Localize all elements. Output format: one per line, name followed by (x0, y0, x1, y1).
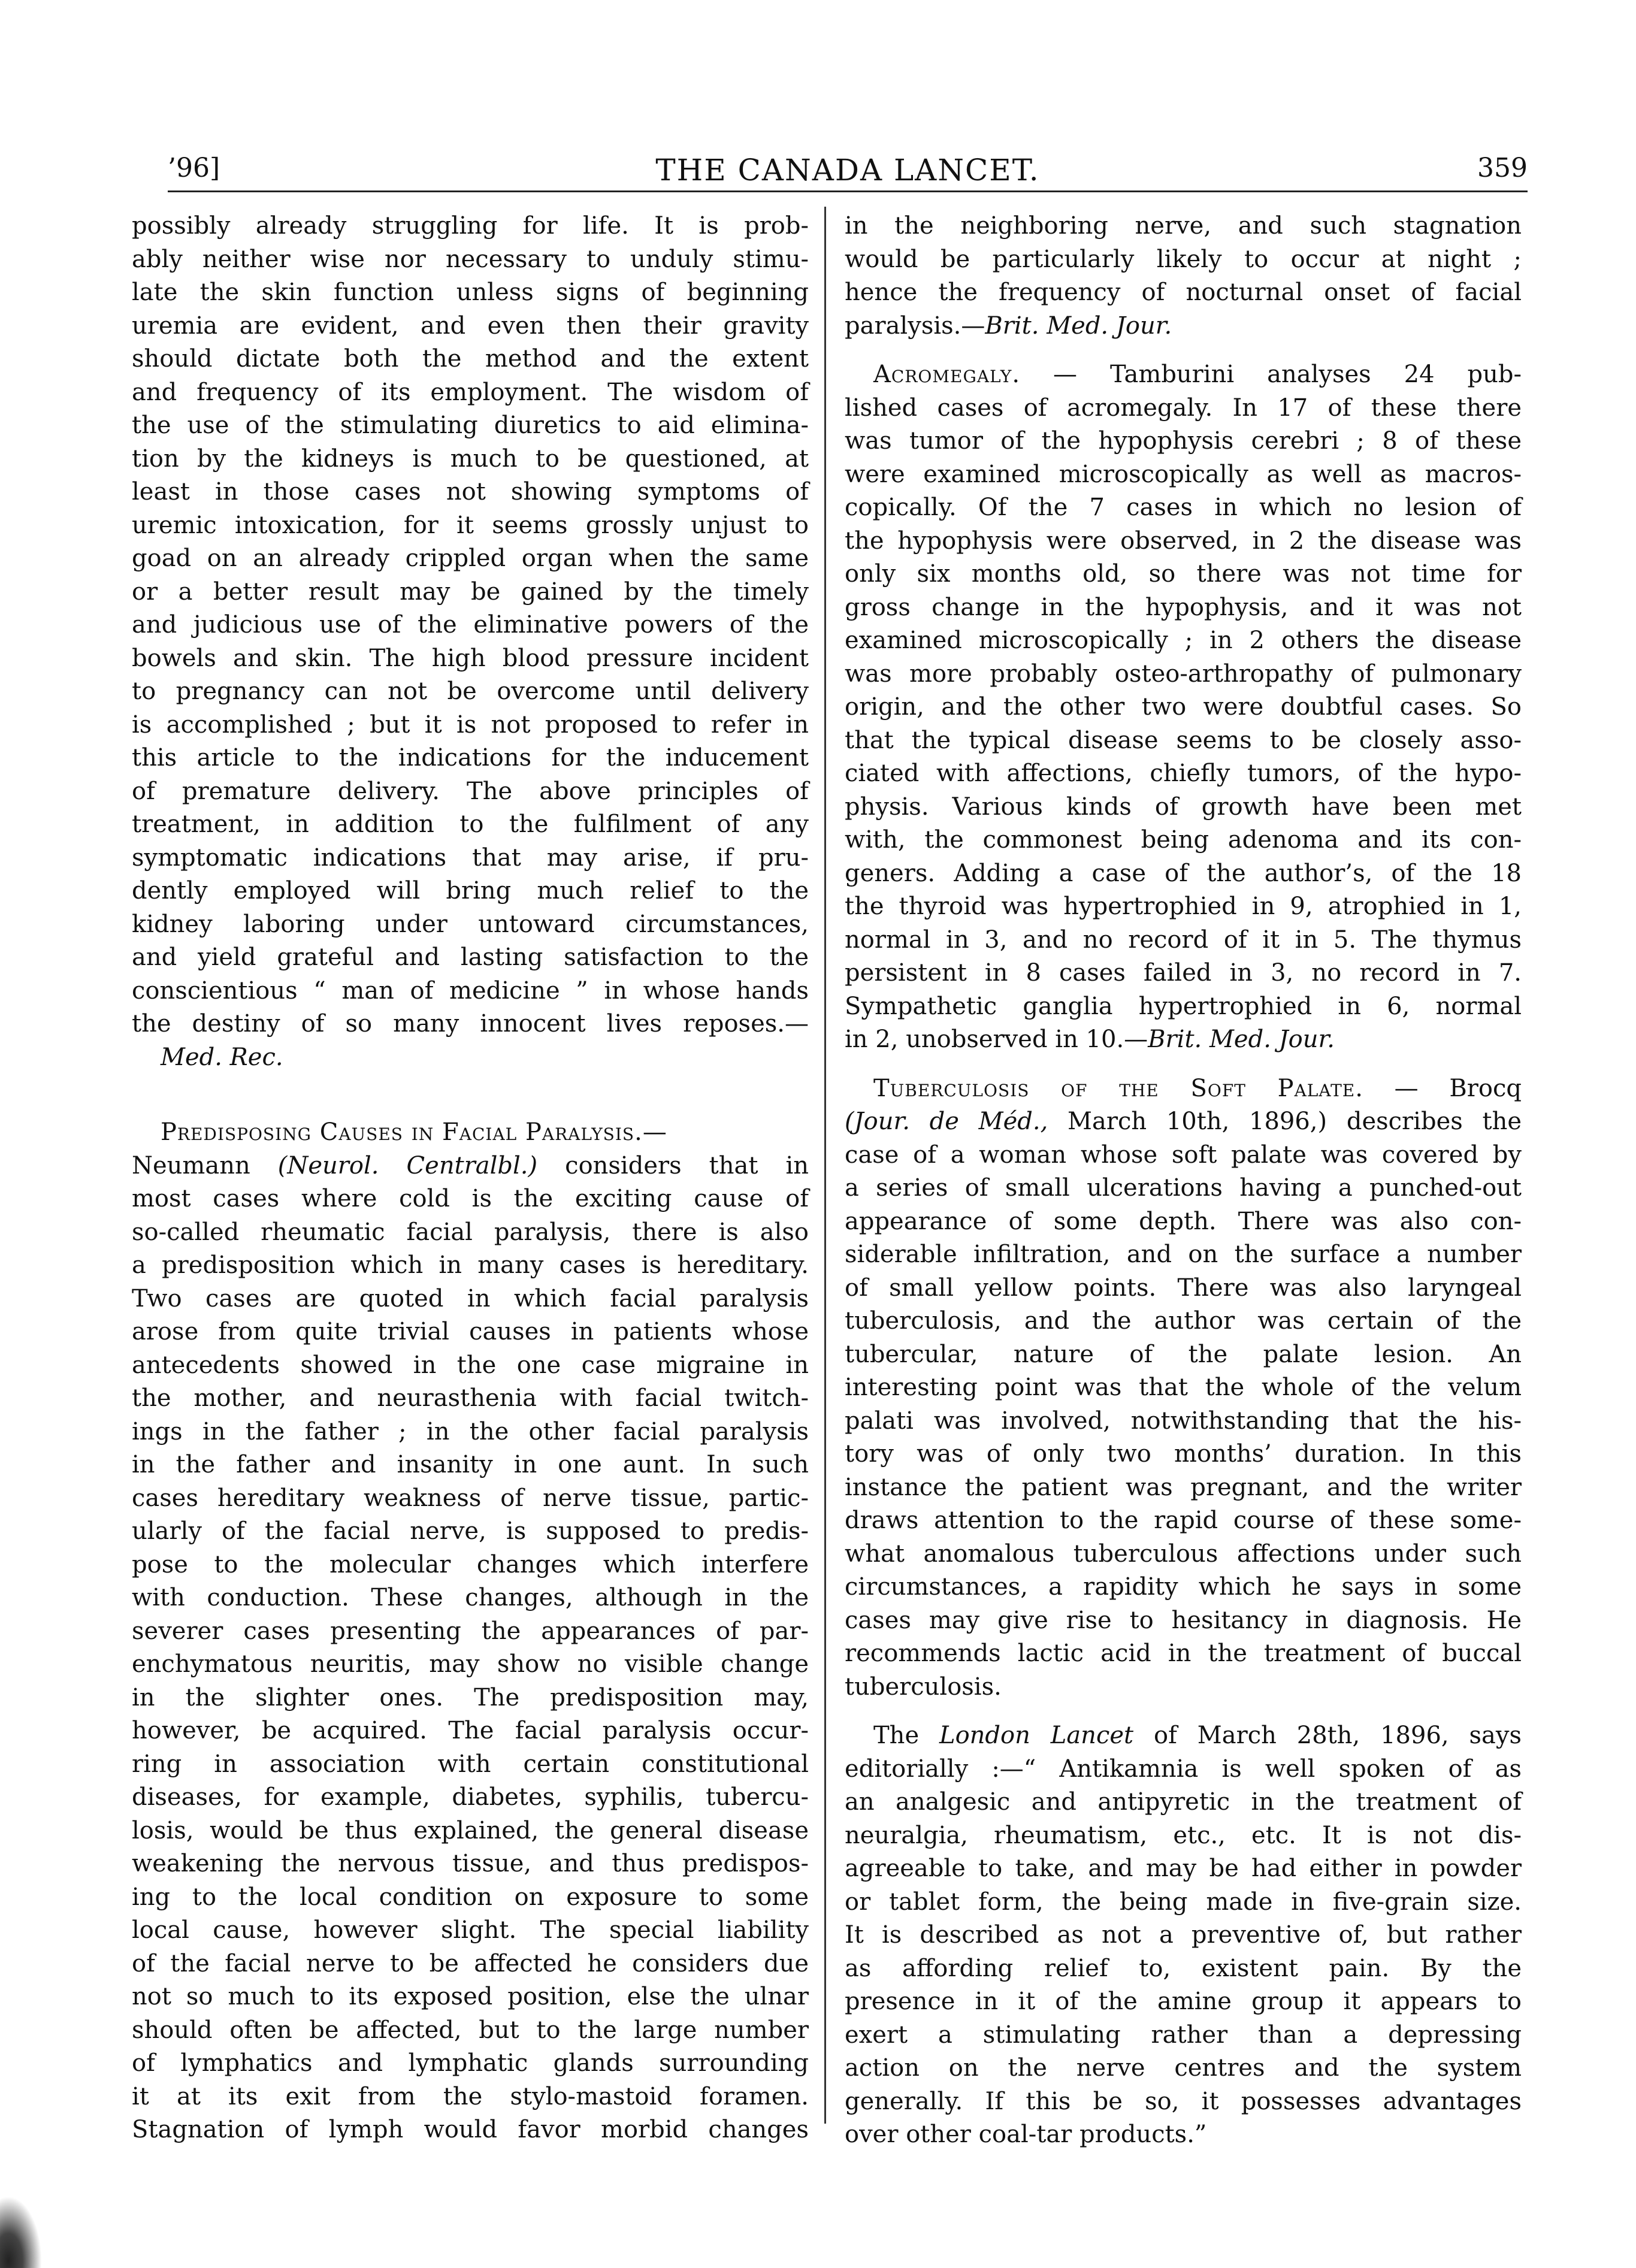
paragraph-line: so-called rheumatic facial paralysis, there is also (132, 1218, 809, 1246)
page-number: 359 (1477, 153, 1528, 183)
paragraph-line: kidney laboring under untoward circumstances, (132, 910, 809, 938)
paragraph-line: losis, would be thus explained, the general disease (132, 1816, 809, 1844)
paragraph-line: The London Lancet of March 28th, 1896, says (873, 1722, 1522, 1749)
paragraph-line: ciated with affections, chiefly tumors, of the hypo- (845, 760, 1522, 787)
paragraph-line: it at its exit from the stylo-mastoid foramen. (132, 2082, 809, 2110)
paragraph-line: or tablet form, the being made in five-grain size. (845, 1888, 1522, 1916)
paragraph-acromegaly (845, 392, 1522, 1024)
paragraph-line: uremia are evident, and even then their gravity (132, 312, 809, 340)
paragraph-line: or a better result may be gained by the timely (132, 577, 809, 606)
paragraph-line: diseases, for example, diabetes, syphilis, tubercu- (132, 1783, 809, 1811)
paragraph-line: a predisposition which in many cases is hereditary. (132, 1251, 809, 1279)
paragraph-line: gross change in the hypophysis, and it was not (845, 593, 1522, 621)
paragraph-line: was tumor of the hypophysis cerebri ; 8 of these (845, 427, 1522, 455)
source-citation: Med. Rec. (161, 1043, 283, 1071)
paragraph-line: of premature delivery. The above principles of (132, 777, 809, 805)
paragraph-line: an analgesic and antipyretic in the treatment of (845, 1788, 1522, 1816)
paragraph-line: generally. If this be so, it possesses advantages (845, 2087, 1522, 2115)
paragraph-line: this article to the indications for the inducement (132, 744, 809, 772)
paragraph-line: that the typical disease seems to be closely asso- (845, 726, 1522, 754)
paragraph-line: ing to the local condition on exposure to some (132, 1883, 809, 1911)
paragraph-line: examined microscopically ; in 2 others the disease (845, 627, 1522, 654)
paragraph-line: tuberculosis, and the author was certain of the (845, 1307, 1522, 1335)
paragraph-line: and yield grateful and lasting satisfaction to the (132, 944, 809, 971)
paragraph-line: palati was involved, notwithstanding that the his- (845, 1407, 1522, 1435)
paragraph-line: siderable infiltration, and on the surface a number (845, 1241, 1522, 1268)
paragraph-line: possibly already struggling for life. It is prob- (132, 212, 809, 240)
paragraph-line: hence the frequency of nocturnal onset of facial (845, 279, 1522, 306)
paragraph-facial-paralysis (132, 1183, 809, 2147)
paragraph-line: dently employed will bring much relief to the (132, 877, 809, 905)
paragraph-line: arose from quite trivial causes in patients whose (132, 1318, 809, 1345)
paragraph-facial-paralysis-cont (845, 210, 1522, 310)
paragraph-line: ularly of the facial nerve, is supposed to predis- (132, 1517, 809, 1545)
paragraph-line: severer cases presenting the appearances of par- (132, 1617, 809, 1645)
paragraph-line: a series of small ulcerations having a punched-out (845, 1174, 1522, 1202)
article-heading-tuberculosis: Tuberculosis of the Soft Palate. — Brocq (873, 1074, 1522, 1102)
scan-smudge (0, 2196, 42, 2268)
paragraph-line: in the neighboring nerve, and such stagnation (845, 212, 1522, 240)
paragraph-line: presence in it of the amine group it appears to (845, 1988, 1522, 2015)
page-header (168, 153, 1528, 189)
paragraph-line: instance the patient was pregnant, and the writer (845, 1473, 1522, 1501)
paragraph-line: not so much to its exposed position, else the ulnar (132, 1983, 809, 2010)
paragraph-line: Sympathetic ganglia hypertrophied in 6, normal (845, 992, 1522, 1020)
paragraph-line: circumstances, a rapidity which he says in some (845, 1573, 1522, 1601)
paragraph-line: only six months old, so there was not time for (845, 560, 1522, 588)
paragraph-line: exert a stimulating rather than a depressing (845, 2021, 1522, 2049)
paragraph-line: Stagnation of lymph would favor morbid changes (132, 2116, 809, 2143)
header-rule (168, 190, 1528, 192)
paragraph-line: physis. Various kinds of growth have been met (845, 793, 1522, 821)
journal-title: THE CANADA LANCET. (655, 153, 1040, 188)
article-heading-acromegaly: Acromegaly. — Tamburini analyses 24 pub- (873, 361, 1522, 388)
paragraph-line: with conduction. These changes, although in the (132, 1584, 809, 1611)
paragraph-line: however, be acquired. The facial paralysis occur- (132, 1717, 809, 1744)
paragraph-line: the hypophysis were observed, in 2 the disease was (845, 527, 1522, 555)
paragraph-line: draws attention to the rapid course of these some- (845, 1507, 1522, 1534)
paragraph-line: paralysis.—Brit. Med. Jour. (845, 312, 1172, 340)
paragraph-line: Two cases are quoted in which facial paralysis (132, 1284, 809, 1313)
paragraph-line: pose to the molecular changes which interfere (132, 1550, 809, 1578)
paragraph-line: should often be affected, but to the large number (132, 2016, 809, 2044)
paragraph-tuberculosis (845, 1139, 1522, 1704)
paragraph-line: and judicious use of the eliminative powers of the (132, 611, 809, 639)
paragraph-line: of small yellow points. There was also laryngeal (845, 1274, 1522, 1302)
paragraph-line: of lymphatics and lymphatic glands surrounding (132, 2049, 809, 2077)
paragraph-antikamnia (845, 1753, 1522, 2152)
paragraph-line: enchymatous neuritis, may show no visible change (132, 1650, 809, 1678)
column-divider (824, 207, 826, 2124)
header-year: ’96] (168, 153, 220, 183)
paragraph-line: interesting point was that the whole of the velum (845, 1374, 1522, 1401)
paragraph-line: geners. Adding a case of the author’s, of the 18 (845, 859, 1522, 887)
paragraph-line: agreeable to take, and may be had either in powder (845, 1855, 1522, 1882)
paragraph-line: of the facial nerve to be affected he considers due (132, 1949, 809, 1977)
paragraph-line: editorially :—“ Antikamnia is well spoken of as (845, 1755, 1522, 1783)
paragraph-line: the mother, and neurasthenia with facial twitch- (132, 1384, 809, 1412)
paragraph-line: action on the nerve centres and the system (845, 2054, 1522, 2082)
paragraph-line: recommends lactic acid in the treatment of buccal (845, 1640, 1522, 1667)
paragraph-line: ring in association with certain constitutional (132, 1750, 809, 1778)
paragraph-line: conscientious “ man of medicine ” in whose hands (132, 976, 809, 1005)
paragraph-line: persistent in 8 cases failed in 3, no record in 7. (845, 959, 1522, 987)
paragraph-line: is accomplished ; but it is not proposed to refer in (132, 710, 809, 739)
paragraph-line: neuralgia, rheumatism, etc., etc. It is not dis- (845, 1821, 1522, 1849)
paragraph-line: antecedents showed in the one case migraine in (132, 1351, 809, 1379)
paragraph-line: in the slighter ones. The predisposition may, (132, 1683, 809, 1711)
paragraph-line: should dictate both the method and the extent (132, 345, 809, 373)
paragraph-line: were examined microscopically as well as macros- (845, 460, 1522, 488)
paragraph-line: the thyroid was hypertrophied in 9, atrophied in 1, (845, 893, 1522, 920)
paragraph-line: late the skin function unless signs of beginning (132, 279, 809, 306)
paragraph-line: over other coal-tar products.” (845, 2121, 1207, 2148)
paragraph-line: tory was of only two months’ duration. In this (845, 1440, 1522, 1468)
right-column (845, 210, 1522, 2152)
paragraph-line: ings in the father ; in the other facial paralysis (132, 1417, 809, 1446)
paragraph-line: copically. Of the 7 cases in which no lesion of (845, 494, 1522, 521)
paragraph-line: symptomatic indications that may arise, if pru- (132, 843, 809, 872)
paragraph-line: cases may give rise to hesitancy in diagnosis. He (845, 1606, 1522, 1634)
paragraph-line: in 2, unobserved in 10.—Brit. Med. Jour. (845, 1026, 1335, 1053)
paragraph-line: tubercular, nature of the palate lesion. An (845, 1340, 1522, 1368)
paragraph-line: the use of the stimulating diuretics to aid elimina- (132, 412, 809, 439)
paragraph-line: local cause, however slight. The special liability (132, 1916, 809, 1944)
paragraph-line: case of a woman whose soft palate was covered by (845, 1141, 1522, 1169)
paragraph-line: cases hereditary weakness of nerve tissue, partic- (132, 1484, 809, 1512)
paragraph-line: as affording relief to, existent pain. By the (845, 1954, 1522, 1982)
paragraph-line: bowels and skin. The high blood pressure incident (132, 644, 809, 672)
paragraph-line: what anomalous tuberculous affections under such (845, 1540, 1522, 1568)
paragraph-line: Neumann (Neurol. Centralbl.) considers that in (132, 1151, 809, 1180)
paragraph-line: appearance of some depth. There was also con- (845, 1207, 1522, 1235)
paragraph-line: It is described as not a preventive of, but rather (845, 1921, 1522, 1949)
paragraph-line: and frequency of its employment. The wisdom of (132, 378, 809, 406)
paragraph-line: most cases where cold is the exciting cause of (132, 1185, 809, 1212)
left-column (132, 210, 809, 2147)
paragraph-line: with, the commonest being adenoma and its con- (845, 826, 1522, 854)
paragraph-line: lished cases of acromegaly. In 17 of these there (845, 394, 1522, 422)
paragraph-line: treatment, in addition to the fulfilment of any (132, 811, 809, 838)
paragraph-line: in the father and insanity in one aunt. In such (132, 1451, 809, 1478)
paragraph-line: ably neither wise nor necessary to unduly stimu- (132, 245, 809, 273)
paragraph-line: (Jour. de Méd., March 10th, 1896,) describes the (845, 1108, 1522, 1135)
paragraph-line: was more probably osteo-arthropathy of pulmonary (845, 660, 1522, 688)
paragraph-line: weakening the nervous tissue, and thus predispos- (132, 1850, 809, 1877)
paragraph-eclampsia-conclusion (132, 210, 809, 1041)
paragraph-line: origin, and the other two were doubtful cases. So (845, 693, 1522, 721)
paragraph-line: normal in 3, and no record of it in 5. The thymus (845, 926, 1522, 954)
paragraph-line: least in those cases not showing symptoms of (132, 478, 809, 506)
paragraph-line: goad on an already crippled organ when the same (132, 545, 809, 572)
paragraph-line: the destiny of so many innocent lives reposes.— (132, 1010, 809, 1038)
paragraph-line: to pregnancy can not be overcome until delivery (132, 678, 809, 705)
paragraph-line: tion by the kidneys is much to be questioned, at (132, 444, 809, 473)
paragraph-line: uremic intoxication, for it seems grossly unjust to (132, 511, 809, 539)
paragraph-line: would be particularly likely to occur at night ; (845, 245, 1522, 273)
paragraph-line: tuberculosis. (845, 1673, 1002, 1701)
article-heading-facial-paralysis: Predisposing Causes in Facial Paralysis.— (161, 1118, 667, 1146)
